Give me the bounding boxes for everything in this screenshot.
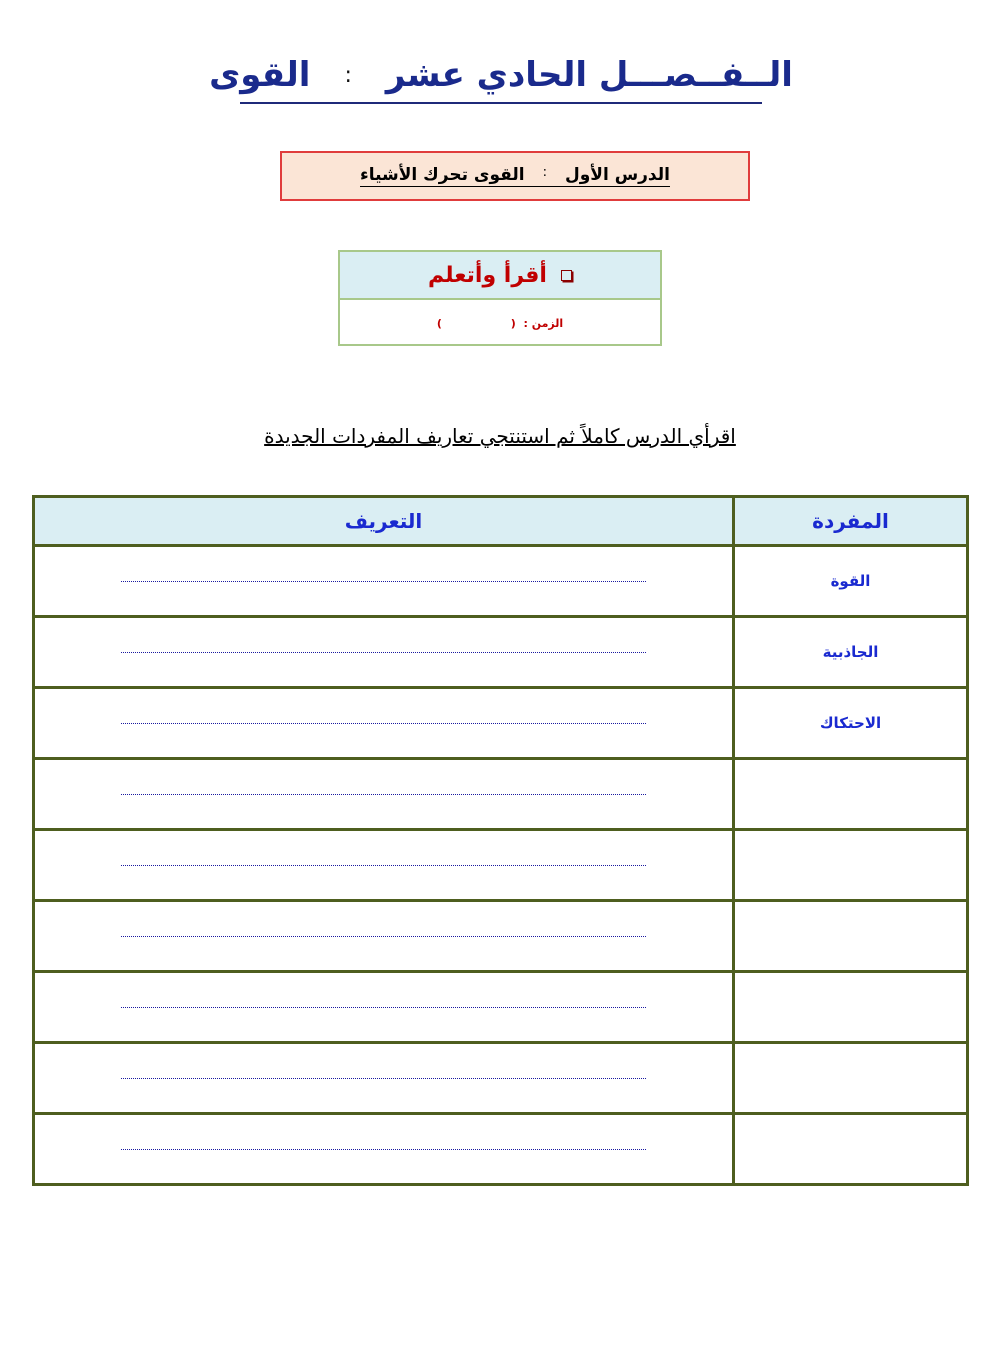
lesson-banner [280, 151, 750, 201]
term-cell: الجاذبية [734, 617, 968, 688]
term-cell[interactable] [734, 1114, 968, 1185]
term-cell[interactable] [734, 972, 968, 1043]
dotted-answer-line [121, 865, 646, 866]
table-row [34, 830, 968, 901]
table-row [34, 759, 968, 830]
definition-cell[interactable] [34, 1114, 734, 1185]
checkbox-icon[interactable] [561, 270, 572, 281]
table-header-row [34, 497, 968, 546]
definition-cell[interactable] [34, 830, 734, 901]
dotted-answer-line [121, 794, 646, 795]
term-cell[interactable] [734, 830, 968, 901]
read-learn-heading: أقرأ وأتعلم [428, 262, 547, 288]
dotted-answer-line [121, 1149, 646, 1150]
dotted-answer-line [121, 581, 646, 582]
instruction-line: اقرأي الدرس كاملاً ثم استنتجي تعاريف المفردات الجديدة [264, 424, 736, 448]
instruction-text [230, 424, 770, 448]
definition-cell[interactable] [34, 972, 734, 1043]
definition-cell[interactable] [34, 546, 734, 617]
header-definition: التعريف [34, 497, 734, 546]
chapter-topic: القوى [209, 55, 311, 95]
dotted-answer-line [121, 652, 646, 653]
read-learn-box [338, 250, 662, 346]
table-row [34, 972, 968, 1043]
definition-cell[interactable] [34, 688, 734, 759]
lesson-title: القوى تحرك الأشياء [360, 165, 525, 185]
table-row [34, 546, 968, 617]
table-row [34, 1114, 968, 1185]
lesson-separator: : [542, 165, 547, 180]
definition-cell[interactable] [34, 617, 734, 688]
read-learn-header [340, 252, 660, 300]
definition-cell[interactable] [34, 1043, 734, 1114]
chapter-title [209, 48, 793, 104]
chapter-title-text: الــفــصـــل الحادي عشر [385, 55, 793, 95]
lesson-label: الدرس الأول [564, 165, 670, 185]
dotted-answer-line [121, 936, 646, 937]
term-cell[interactable] [734, 1043, 968, 1114]
dotted-answer-line [121, 723, 646, 724]
term-cell[interactable] [734, 759, 968, 830]
table-row [34, 617, 968, 688]
header-term: المفردة [734, 497, 968, 546]
chapter-title-separator: : [344, 62, 352, 88]
time-field: الزمن : ( ) [436, 316, 564, 330]
term-cell: الاحتكاك [734, 688, 968, 759]
dotted-answer-line [121, 1007, 646, 1008]
table-row [34, 1043, 968, 1114]
vocabulary-table [32, 495, 969, 1186]
dotted-answer-line [121, 1078, 646, 1079]
definition-cell[interactable] [34, 759, 734, 830]
table-row [34, 901, 968, 972]
term-cell: القوة [734, 546, 968, 617]
term-cell[interactable] [734, 901, 968, 972]
definition-cell[interactable] [34, 901, 734, 972]
table-row [34, 688, 968, 759]
